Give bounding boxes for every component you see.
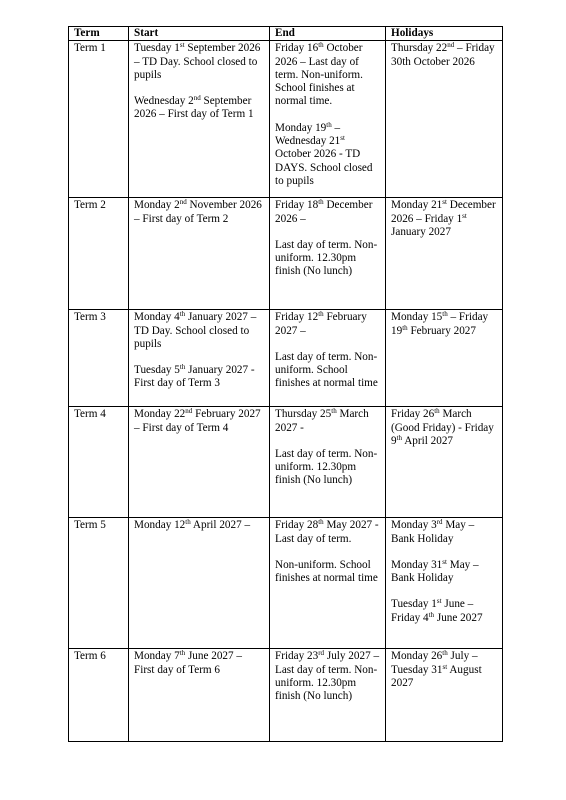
holidays-cell (386, 41, 503, 198)
cell-text: August 2027 (391, 663, 482, 689)
ordinal-suffix: rd (436, 518, 443, 527)
ordinal-suffix: th (318, 41, 324, 50)
cell-text: July 2027 – Last day of term. Non-uniform. 12.30pm finish (No lunch) (275, 650, 380, 703)
holidays-cell (386, 518, 503, 649)
cell-paragraph (391, 650, 497, 690)
cell-text: Monday 19 (275, 121, 327, 134)
term-cell: Term 4 (69, 407, 129, 518)
cell-text: December 2026 – Friday 1 (391, 199, 496, 225)
cell-paragraph (275, 519, 380, 546)
cell-text: Monday 21 (391, 199, 443, 212)
ordinal-suffix: st (340, 134, 345, 143)
cell-text: May – Bank Holiday (391, 558, 479, 585)
start-cell (129, 198, 270, 310)
cell-text: March 2027 - (275, 408, 369, 434)
cell-text: Last day of term. Non-uniform. 12.30pm finish (No lunch) (275, 238, 378, 278)
cell-text: Monday 7 (134, 650, 180, 663)
cell-paragraph (134, 199, 264, 226)
cell-paragraph (134, 650, 264, 677)
cell-text: Monday 2 (134, 199, 180, 212)
start-cell (129, 518, 270, 649)
ordinal-suffix: th (185, 518, 191, 527)
cell-text: Monday 31 (391, 558, 443, 571)
start-cell (129, 41, 270, 198)
cell-text: Tuesday 5 (134, 364, 180, 377)
header-start: Start (129, 27, 270, 41)
term-dates-table (68, 26, 503, 742)
end-cell (270, 518, 386, 649)
cell-text: Thursday 25 (275, 408, 332, 421)
cell-paragraph (275, 199, 380, 226)
cell-paragraph (134, 408, 264, 435)
ordinal-suffix: th (442, 310, 448, 319)
term-cell: Term 1 (69, 41, 129, 198)
ordinal-suffix: th (396, 433, 403, 442)
ordinal-suffix: st (442, 198, 447, 207)
end-cell (270, 407, 386, 518)
cell-paragraph (275, 408, 380, 435)
cell-text: April 2027 – (190, 519, 251, 532)
ordinal-suffix: st (179, 41, 185, 50)
cell-paragraph (275, 650, 380, 703)
table-row (69, 310, 503, 407)
cell-text: January 2027 – TD Day. School closed to pupils (134, 311, 257, 350)
cell-paragraph (391, 559, 497, 586)
table-row (69, 649, 503, 742)
ordinal-suffix: st (462, 211, 467, 220)
cell-paragraph (134, 364, 264, 391)
term-rows (69, 41, 503, 742)
header-end: End (270, 27, 386, 41)
cell-text: October 2026 – Last day of term. Non-uniform. School finishes at normal time. (275, 42, 363, 108)
cell-text: September 2026 – TD Day. School closed to pupils (134, 42, 261, 81)
cell-paragraph (391, 42, 497, 69)
cell-text: Monday 3 (391, 519, 437, 532)
cell-text: Friday 28 (275, 519, 319, 532)
cell-text: – Friday 30th October 2026 (391, 42, 495, 68)
header-row (69, 27, 503, 41)
start-cell (129, 649, 270, 742)
cell-text: Friday 23 (275, 650, 319, 663)
holidays-cell (386, 649, 503, 742)
cell-paragraph (275, 351, 380, 391)
cell-text: September 2026 – First day of Term 1 (134, 95, 254, 121)
cell-text: Friday 12 (275, 311, 319, 324)
cell-text: April 2027 (402, 434, 454, 447)
cell-text: Wednesday 2 (134, 95, 194, 108)
table-row (69, 41, 503, 198)
cell-paragraph (134, 519, 264, 532)
cell-text: Monday 22 (134, 408, 186, 421)
header-term: Term (69, 27, 129, 41)
header-holidays: Holidays (386, 27, 503, 41)
cell-text: Tuesday 1 (134, 42, 180, 55)
cell-text: Friday 16 (275, 42, 319, 55)
ordinal-suffix: rd (318, 649, 325, 658)
cell-paragraph (275, 448, 380, 488)
cell-text: May 2027 - Last day of term. (275, 519, 379, 545)
cell-text: February 2027 – First day of Term 4 (134, 408, 261, 434)
ordinal-suffix: nd (179, 198, 187, 207)
holidays-cell (386, 407, 503, 518)
cell-text: June 2027 (434, 611, 483, 624)
cell-text: June 2027 – First day of Term 6 (134, 650, 243, 676)
cell-text: May – Bank Holiday (391, 519, 475, 545)
table-row (69, 518, 503, 649)
holidays-cell (386, 310, 503, 407)
cell-text: Monday 4 (134, 311, 180, 324)
end-cell (270, 310, 386, 407)
table-row (69, 407, 503, 518)
cell-text: March (Good Friday) - Friday 9 (391, 408, 494, 447)
cell-text: Monday 26 (391, 650, 443, 663)
ordinal-suffix: th (434, 407, 440, 416)
ordinal-suffix: th (179, 363, 186, 372)
cell-text: Last day of term. Non-uniform. 12.30pm finish (No lunch) (275, 447, 378, 487)
term-cell: Term 2 (69, 198, 129, 310)
cell-text: February 2027 (407, 324, 476, 337)
term-cell: Term 5 (69, 518, 129, 649)
cell-paragraph (391, 598, 497, 625)
cell-text: July – Tuesday 31 (391, 650, 478, 676)
ordinal-suffix: nd (447, 41, 455, 50)
ordinal-suffix: th (331, 407, 337, 416)
cell-paragraph (275, 559, 380, 586)
cell-paragraph (275, 42, 380, 108)
cell-paragraph (134, 311, 264, 351)
ordinal-suffix: th (318, 198, 324, 207)
cell-text: Non-uniform. School finishes at normal time (275, 558, 378, 585)
end-cell (270, 41, 386, 198)
ordinal-suffix: th (318, 310, 324, 319)
ordinal-suffix: th (318, 518, 324, 527)
end-cell (270, 198, 386, 310)
cell-text: Thursday 22 (391, 42, 448, 55)
cell-text: Last day of term. Non-uniform. School finishes at normal time (275, 350, 378, 390)
ordinal-suffix: th (442, 649, 448, 658)
ordinal-suffix: st (442, 662, 448, 671)
cell-paragraph (275, 311, 380, 338)
ordinal-suffix: th (402, 323, 408, 332)
cell-paragraph (134, 42, 264, 82)
term-cell: Term 6 (69, 649, 129, 742)
cell-paragraph (275, 239, 380, 279)
cell-text: January 2027 - First day of Term 3 (134, 364, 255, 390)
start-cell (129, 407, 270, 518)
holidays-cell (386, 198, 503, 310)
cell-paragraph (391, 519, 497, 546)
cell-text: Friday 18 (275, 199, 319, 212)
cell-text: Tuesday 1 (391, 598, 437, 611)
ordinal-suffix: nd (193, 94, 201, 103)
cell-text: – Friday 19 (391, 311, 489, 337)
cell-paragraph (391, 199, 497, 239)
term-cell: Term 3 (69, 310, 129, 407)
ordinal-suffix: th (326, 120, 332, 129)
ordinal-suffix: st (442, 557, 447, 566)
cell-text: December 2026 – (275, 199, 373, 225)
cell-paragraph (275, 122, 380, 188)
cell-text: October 2026 - TD DAYS. School closed to pupils (275, 148, 373, 187)
cell-text: Monday 15 (391, 311, 443, 324)
cell-paragraph (391, 311, 497, 338)
cell-text: Monday 12 (134, 519, 186, 532)
cell-text: June – Friday 4 (391, 598, 474, 624)
start-cell (129, 310, 270, 407)
cell-paragraph (134, 95, 264, 122)
cell-text: – Wednesday 21 (275, 121, 341, 148)
cell-text: February 2027 – (275, 311, 367, 337)
cell-text: November 2026 – First day of Term 2 (134, 199, 262, 225)
table-row (69, 198, 503, 310)
ordinal-suffix: th (179, 310, 186, 319)
ordinal-suffix: th (179, 649, 186, 658)
ordinal-suffix: th (428, 610, 435, 619)
end-cell (270, 649, 386, 742)
cell-text: Friday 26 (391, 408, 435, 421)
ordinal-suffix: nd (185, 407, 193, 416)
cell-paragraph (391, 408, 497, 448)
ordinal-suffix: st (436, 597, 442, 606)
cell-text: January 2027 (391, 225, 451, 238)
